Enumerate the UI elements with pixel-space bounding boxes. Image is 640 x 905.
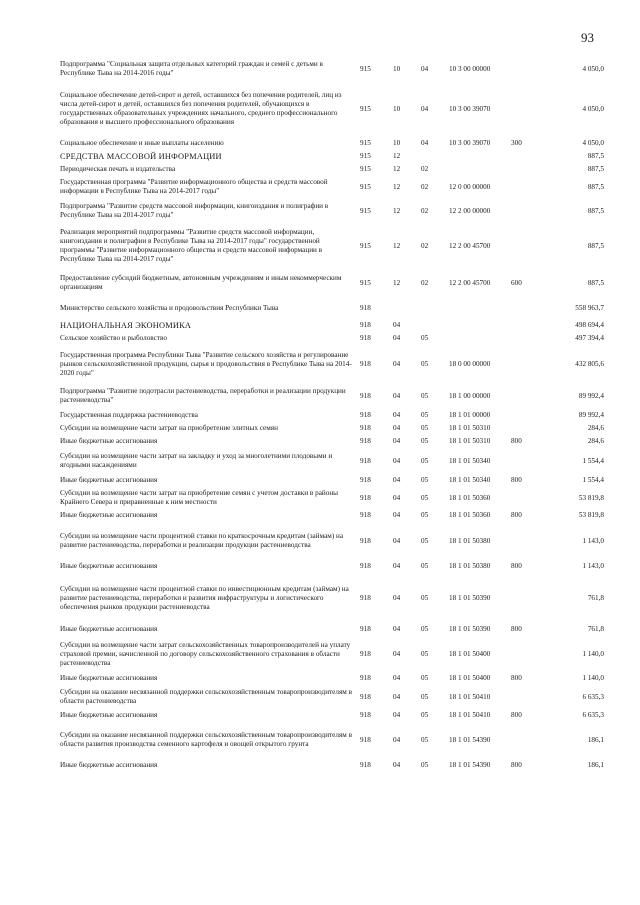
expense-type xyxy=(511,636,541,672)
amount: 887,5 xyxy=(587,206,604,215)
subsection-code: 02 xyxy=(421,206,429,215)
expense-type xyxy=(511,81,541,137)
subsection-code: 02 xyxy=(421,182,429,191)
ministry-code: 915 xyxy=(360,152,371,160)
target-article: 18 1 01 50340 xyxy=(449,456,491,465)
section-code: 04 xyxy=(393,476,401,484)
row-name: Иные бюджетные ассигнования xyxy=(60,674,158,682)
expense-type xyxy=(511,522,541,560)
section-code: 04 xyxy=(393,692,401,701)
section-code: 04 xyxy=(393,456,401,465)
table-row xyxy=(60,758,604,772)
subsection-code xyxy=(421,318,449,332)
ministry-code: 918 xyxy=(360,424,371,432)
section-code: 04 xyxy=(393,359,401,368)
ministry-code: 915 xyxy=(360,139,371,147)
amount: 4 050,0 xyxy=(582,139,604,147)
amount: 53 819,8 xyxy=(578,493,604,502)
target-article: 18 1 01 50390 xyxy=(449,593,491,602)
table-row xyxy=(60,522,604,560)
ministry-code: 918 xyxy=(360,649,371,658)
expense-type xyxy=(511,57,541,81)
target-article: 12 0 00 00000 xyxy=(449,182,491,191)
table-row xyxy=(60,672,604,685)
row-name: Иные бюджетные ассигнования xyxy=(60,625,158,633)
target-article: 12 2 00 45700 xyxy=(449,241,491,250)
table-row xyxy=(60,150,604,163)
table-row xyxy=(60,435,604,448)
table-row xyxy=(60,268,604,298)
section-code: 10 xyxy=(393,104,401,113)
target-article: 18 1 01 50380 xyxy=(449,536,491,545)
section-code: 04 xyxy=(393,562,401,570)
subsection-code: 05 xyxy=(421,411,429,419)
row-name: Государственная программа Республики Тыва "Развитие сельского хозяйства и регулирование рынков сельскохозяйственной продукции, сырья и продовольствия в Республике Тыва на 2014-2020 годы" xyxy=(60,350,352,377)
expense-type: 800 xyxy=(511,437,522,445)
subsection-code: 05 xyxy=(421,593,429,602)
row-name: Министерство сельского хозяйства и продовольствия Республики Тыва xyxy=(60,303,279,312)
amount: 53 819,8 xyxy=(578,511,604,519)
target-article: 18 1 01 54390 xyxy=(449,760,491,769)
table-row xyxy=(60,176,604,198)
row-name: Подпрограмма "Развитие средств массовой информации, книгоиздания и полиграфии в Республике Тыва на 2014-2017 годы" xyxy=(60,202,329,219)
section-code: 10 xyxy=(393,64,401,73)
subsection-code: 04 xyxy=(421,139,429,147)
table-row xyxy=(60,685,604,709)
amount: 1 143,0 xyxy=(582,562,604,570)
ministry-code: 915 xyxy=(360,64,371,73)
expense-type xyxy=(511,383,541,409)
subsection-code: 05 xyxy=(421,511,429,519)
row-name: Предоставление субсидий бюджетным, автономным учреждениям и иным некоммерческим организациям xyxy=(60,274,342,291)
amount: 186,1 xyxy=(587,735,604,744)
ministry-code: 918 xyxy=(360,303,371,312)
table-row xyxy=(60,57,604,81)
table-row xyxy=(60,318,604,332)
row-name: Субсидии на возмещение части затрат сельскохозяйственных товаропроизводителей на уплату страховой премии, начисленной по договору сельскохозяйственного страхования в области растениеводства xyxy=(60,640,351,667)
expense-type xyxy=(511,448,541,474)
row-name: Субсидии на оказание несвязанной поддержки сельскохозяйственным товаропроизводителям в области растениеводства xyxy=(60,688,353,705)
table-row xyxy=(60,448,604,474)
amount: 1 140,0 xyxy=(582,674,604,682)
section-code: 04 xyxy=(393,735,401,744)
subsection-code: 04 xyxy=(421,64,429,73)
budget-table xyxy=(60,57,604,772)
row-name: Социальное обеспечение детей-сирот и детей, оставшихся без попечения родителей, лиц из числа детей-сирот и детей, оставшихся без попечения родителей, обучающихся в государственных образовательных учреждениях начального, среднего профессионального образования и высшего профессионального образования xyxy=(60,91,342,126)
row-name: Подпрограмма "Социальная защита отдельных категорий граждан и семей с детьми в Республике Тыва на 2014-2016 годы" xyxy=(60,60,323,77)
row-name: Социальное обеспечение и иные выплаты населению xyxy=(60,139,224,147)
subsection-code: 05 xyxy=(421,562,429,570)
row-name: Субсидии на возмещение части затрат на приобретение элитных семян xyxy=(60,424,278,432)
row-name: СРЕДСТВА МАССОВОЙ ИНФОРМАЦИИ xyxy=(60,152,222,161)
table-row xyxy=(60,298,604,318)
target-article: 18 1 01 50410 xyxy=(449,711,491,719)
expense-type xyxy=(511,150,541,163)
section-code xyxy=(393,298,421,318)
table-row xyxy=(60,573,604,623)
expense-type: 800 xyxy=(511,562,522,570)
subsection-code: 05 xyxy=(421,735,429,744)
expense-type xyxy=(511,332,541,345)
table-row xyxy=(60,560,604,573)
expense-type: 800 xyxy=(511,711,522,719)
ministry-code: 918 xyxy=(360,320,371,329)
target-article: 18 1 01 50310 xyxy=(449,437,491,445)
subsection-code: 05 xyxy=(421,424,429,432)
amount: 761,8 xyxy=(587,625,604,633)
expense-type xyxy=(511,345,541,383)
section-code: 04 xyxy=(393,424,401,432)
target-article xyxy=(449,298,511,318)
target-article: 18 1 01 00000 xyxy=(449,411,491,419)
subsection-code xyxy=(421,298,449,318)
table-row xyxy=(60,487,604,509)
ministry-code: 918 xyxy=(360,437,371,445)
subsection-code: 05 xyxy=(421,692,429,701)
amount: 887,5 xyxy=(587,278,604,287)
target-article: 18 1 00 00000 xyxy=(449,391,491,400)
ministry-code: 915 xyxy=(360,278,371,287)
target-article: 10 3 00 00000 xyxy=(449,64,491,73)
expense-type xyxy=(511,298,541,318)
table-row xyxy=(60,383,604,409)
subsection-code: 05 xyxy=(421,334,429,342)
expense-type xyxy=(511,487,541,509)
target-article: 18 1 01 50400 xyxy=(449,674,491,682)
section-code: 04 xyxy=(393,511,401,519)
expense-type: 800 xyxy=(511,476,522,484)
amount: 558 963,7 xyxy=(575,303,604,312)
expense-type: 600 xyxy=(511,278,522,287)
subsection-code: 02 xyxy=(421,278,429,287)
amount: 497 394,4 xyxy=(575,334,604,342)
amount: 1 554,4 xyxy=(582,456,604,465)
ministry-code: 918 xyxy=(360,692,371,701)
target-article xyxy=(449,150,511,163)
expense-type xyxy=(511,176,541,198)
subsection-code: 05 xyxy=(421,391,429,400)
section-code: 04 xyxy=(393,334,401,342)
table-row xyxy=(60,474,604,487)
target-article xyxy=(449,318,511,332)
ministry-code: 915 xyxy=(360,104,371,113)
row-name: Субсидии на возмещение части затрат на приобретение семян с учетом доставки в районы Крайнего Севера и приравненные к ним местности xyxy=(60,489,339,506)
ministry-code: 918 xyxy=(360,493,371,502)
table-row xyxy=(60,224,604,268)
expense-type xyxy=(511,198,541,224)
amount: 186,1 xyxy=(587,760,604,769)
ministry-code: 918 xyxy=(360,536,371,545)
amount: 284,6 xyxy=(587,437,604,445)
section-code: 04 xyxy=(393,760,401,769)
row-name: Субсидии на возмещение части затрат на закладку и уход за многолетними плодовыми и ягодными насаждениями xyxy=(60,452,333,469)
row-name: Сельское хозяйство и рыболовство xyxy=(60,334,167,342)
section-code: 04 xyxy=(393,536,401,545)
section-code: 04 xyxy=(393,625,401,633)
row-name: Субсидии на возмещение части процентной ставки по инвестиционным кредитам (займам) на развитие растениеводства, переработки и развития инфраструктуры и логистического обеспечения рынков продукции растениеводства xyxy=(60,584,349,611)
target-article: 18 1 01 50360 xyxy=(449,511,491,519)
ministry-code: 915 xyxy=(360,241,371,250)
expense-type: 800 xyxy=(511,760,522,769)
amount: 89 992,4 xyxy=(578,391,604,400)
table-row xyxy=(60,163,604,176)
row-name: Иные бюджетные ассигнования xyxy=(60,437,158,445)
amount: 498 694,4 xyxy=(575,320,604,329)
subsection-code xyxy=(421,150,449,163)
row-name: Государственная поддержка растениеводства xyxy=(60,411,198,419)
amount: 432 805,6 xyxy=(575,359,604,368)
amount: 1 554,4 xyxy=(582,476,604,484)
amount: 1 140,0 xyxy=(582,649,604,658)
target-article: 18 1 01 50410 xyxy=(449,692,491,701)
ministry-code: 918 xyxy=(360,334,371,342)
section-code: 04 xyxy=(393,711,401,719)
amount: 887,5 xyxy=(587,165,604,173)
target-article: 18 1 01 54390 xyxy=(449,735,491,744)
subsection-code: 02 xyxy=(421,241,429,250)
ministry-code: 918 xyxy=(360,391,371,400)
table-row xyxy=(60,345,604,383)
table-body xyxy=(60,57,604,772)
expense-type xyxy=(511,573,541,623)
expense-type: 800 xyxy=(511,511,522,519)
amount: 4 050,0 xyxy=(582,104,604,113)
ministry-code: 918 xyxy=(360,476,371,484)
subsection-code: 05 xyxy=(421,536,429,545)
section-code: 12 xyxy=(393,241,401,250)
target-article xyxy=(449,163,511,176)
subsection-code: 02 xyxy=(421,165,429,173)
ministry-code: 918 xyxy=(360,456,371,465)
section-code: 04 xyxy=(393,674,401,682)
amount: 6 635,3 xyxy=(582,692,604,701)
ministry-code: 918 xyxy=(360,674,371,682)
target-article: 10 3 00 39070 xyxy=(449,139,491,147)
subsection-code: 05 xyxy=(421,711,429,719)
subsection-code: 05 xyxy=(421,625,429,633)
amount: 1 143,0 xyxy=(582,536,604,545)
table-row xyxy=(60,509,604,522)
expense-type: 800 xyxy=(511,625,522,633)
row-name: Подпрограмма "Развитие подотрасли растениеводства, переработки и реализации продукции растениеводства" xyxy=(60,387,346,404)
target-article: 18 1 01 50380 xyxy=(449,562,491,570)
row-name: Иные бюджетные ассигнования xyxy=(60,476,158,484)
row-name: Иные бюджетные ассигнования xyxy=(60,760,158,769)
ministry-code: 918 xyxy=(360,511,371,519)
row-name: Реализация мероприятий подпрограммы "Развитие средств массовой информации, книгоиздания и полиграфии в Республике Тыва на 2014-2017 годы" государственной программы "Развитие информационного общества и средств массовой информации в Республике Тыва на 2014-2017 годы" xyxy=(60,228,323,263)
section-code: 04 xyxy=(393,493,401,502)
ministry-code: 918 xyxy=(360,625,371,633)
subsection-code: 05 xyxy=(421,476,429,484)
expense-type: 300 xyxy=(511,139,522,147)
amount: 89 992,4 xyxy=(578,411,604,419)
section-code: 10 xyxy=(393,139,401,147)
table-row xyxy=(60,623,604,636)
target-article: 18 1 01 50310 xyxy=(449,424,491,432)
section-code: 04 xyxy=(393,411,401,419)
subsection-code: 05 xyxy=(421,674,429,682)
amount: 887,5 xyxy=(587,182,604,191)
target-article: 18 1 01 50340 xyxy=(449,476,491,484)
amount: 6 635,3 xyxy=(582,711,604,719)
target-article: 18 1 01 50360 xyxy=(449,493,491,502)
amount: 4 050,0 xyxy=(582,64,604,73)
section-code: 12 xyxy=(393,152,401,160)
ministry-code: 918 xyxy=(360,359,371,368)
row-name: Государственная программа "Развитие информационного общества и средств массовой информации в Республике Тыва на 2014-2017 годы" xyxy=(60,178,328,195)
amount: 284,6 xyxy=(587,424,604,432)
row-name: Субсидии на оказание несвязанной поддержки сельскохозяйственным товаропроизводителям в области развития производства семенного картофеля и овощей открытого грунта xyxy=(60,731,353,748)
expense-type xyxy=(511,685,541,709)
subsection-code: 05 xyxy=(421,359,429,368)
ministry-code: 915 xyxy=(360,165,371,173)
row-name: Субсидии на возмещение части процентной ставки по краткосрочным кредитам (займам) на развитие растениеводства, переработки и реализации продукции растениеводства xyxy=(60,532,344,549)
table-row xyxy=(60,422,604,435)
section-code: 12 xyxy=(393,182,401,191)
ministry-code: 918 xyxy=(360,593,371,602)
subsection-code: 05 xyxy=(421,493,429,502)
ministry-code: 918 xyxy=(360,760,371,769)
table-row xyxy=(60,722,604,758)
row-name: НАЦИОНАЛЬНАЯ ЭКОНОМИКА xyxy=(60,320,192,330)
target-article xyxy=(449,332,511,345)
expense-type xyxy=(511,318,541,332)
ministry-code: 915 xyxy=(360,206,371,215)
table-row xyxy=(60,137,604,150)
target-article: 12 2 00 45700 xyxy=(449,278,491,287)
amount: 761,8 xyxy=(587,593,604,602)
ministry-code: 918 xyxy=(360,411,371,419)
table-row xyxy=(60,636,604,672)
target-article: 12 2 00 00000 xyxy=(449,206,491,215)
section-code: 04 xyxy=(393,437,401,445)
target-article: 10 3 00 39070 xyxy=(449,104,491,113)
expense-type xyxy=(511,422,541,435)
subsection-code: 05 xyxy=(421,437,429,445)
table-row xyxy=(60,198,604,224)
ministry-code: 918 xyxy=(360,711,371,719)
target-article: 18 0 00 00000 xyxy=(449,359,491,368)
target-article: 18 1 01 50400 xyxy=(449,649,491,658)
table-row xyxy=(60,709,604,722)
row-name: Иные бюджетные ассигнования xyxy=(60,711,158,719)
target-article: 18 1 01 50390 xyxy=(449,625,491,633)
section-code: 04 xyxy=(393,320,401,329)
expense-type xyxy=(511,409,541,422)
section-code: 12 xyxy=(393,278,401,287)
ministry-code: 918 xyxy=(360,562,371,570)
section-code: 04 xyxy=(393,593,401,602)
ministry-code: 918 xyxy=(360,735,371,744)
table-row xyxy=(60,332,604,345)
amount: 887,5 xyxy=(587,152,604,160)
subsection-code: 04 xyxy=(421,104,429,113)
amount: 887,5 xyxy=(587,241,604,250)
expense-type xyxy=(511,224,541,268)
table-row xyxy=(60,81,604,137)
ministry-code: 915 xyxy=(360,182,371,191)
table-row xyxy=(60,409,604,422)
row-name: Периодическая печать и издательства xyxy=(60,165,176,173)
page-number: 93 xyxy=(581,30,594,45)
expense-type xyxy=(511,722,541,758)
subsection-code: 05 xyxy=(421,760,429,769)
subsection-code: 05 xyxy=(421,456,429,465)
expense-type xyxy=(511,163,541,176)
row-name: Иные бюджетные ассигнования xyxy=(60,511,158,519)
section-code: 04 xyxy=(393,649,401,658)
expense-type: 800 xyxy=(511,674,522,682)
section-code: 12 xyxy=(393,165,401,173)
section-code: 12 xyxy=(393,206,401,215)
subsection-code: 05 xyxy=(421,649,429,658)
section-code: 04 xyxy=(393,391,401,400)
row-name: Иные бюджетные ассигнования xyxy=(60,562,158,570)
